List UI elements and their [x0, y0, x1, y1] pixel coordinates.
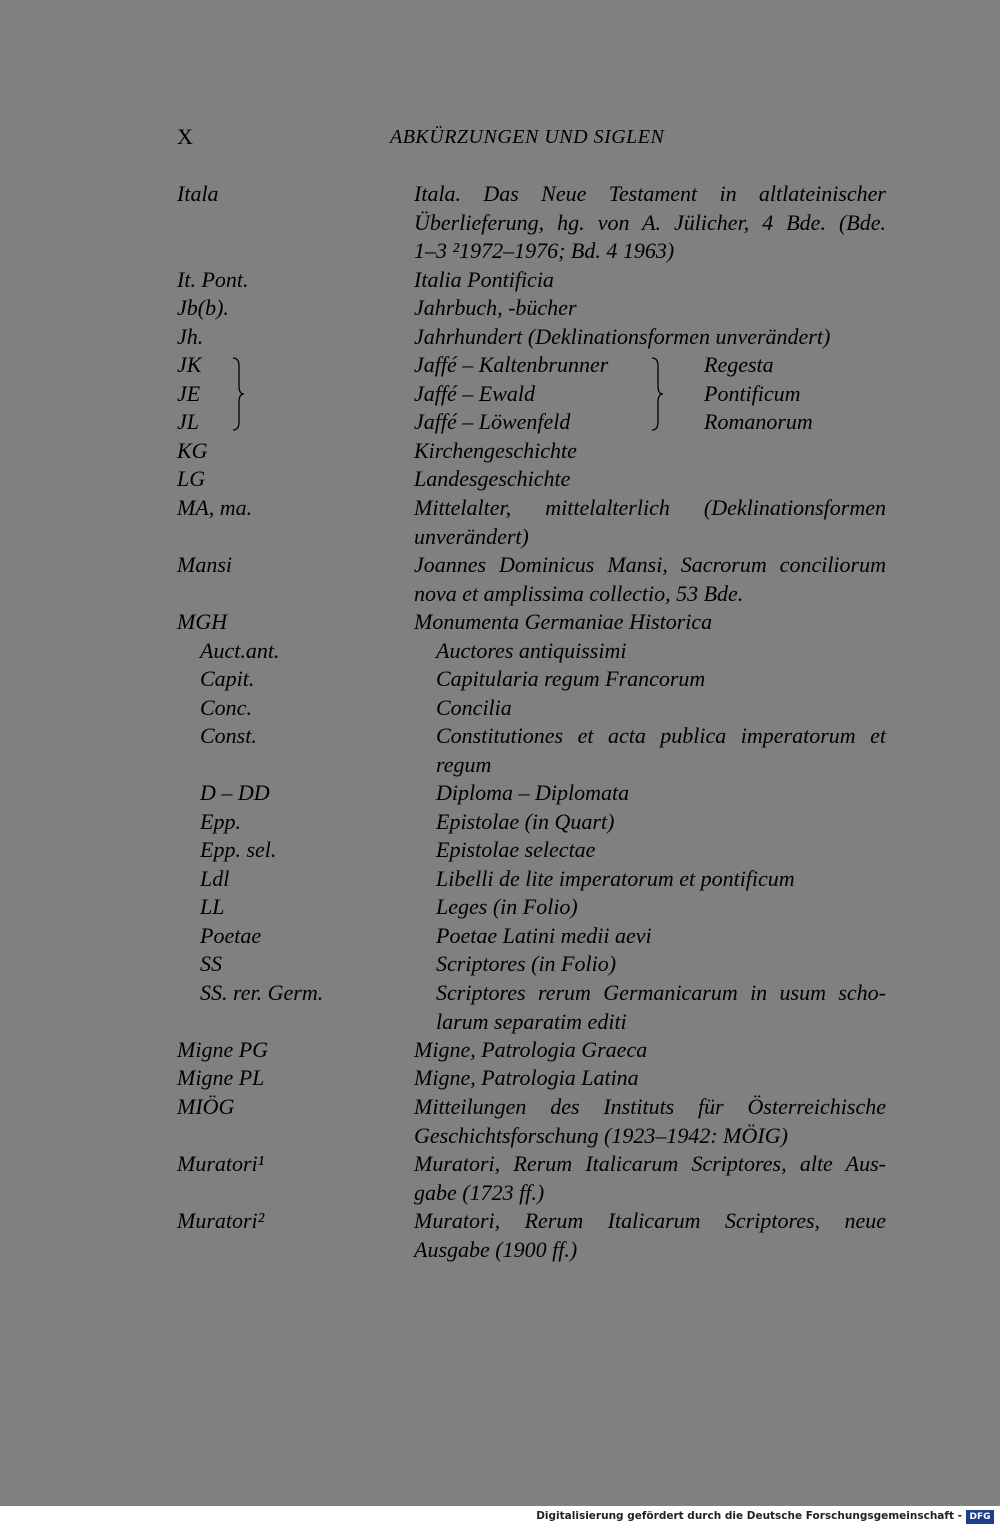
def-ss-rer-germ — [436, 979, 886, 1036]
abbr-it-pont: It. Pont. — [177, 267, 249, 292]
abbr-jbb: Jb(b). — [177, 295, 229, 320]
abbr-lg: LG — [177, 466, 206, 491]
def-line: Scriptores rerum Germanicarum in usum scho- — [436, 980, 886, 1005]
footer-credit: Digitalisierung gefördert durch die Deutsche Forschungsgemeinschaft - — [536, 1510, 962, 1522]
def-jbb — [414, 294, 886, 323]
abbr-migne-pl: Migne PL — [177, 1065, 265, 1090]
def-const — [436, 722, 886, 779]
def-kg — [414, 437, 886, 466]
abbr-muratori-1: Muratori¹ — [177, 1151, 265, 1176]
abbr-capit: Capit. — [200, 666, 255, 691]
def-conc — [436, 694, 886, 723]
def-line: Diploma – Diplomata — [436, 780, 630, 805]
def-line: Scriptores (in Folio) — [436, 951, 617, 976]
abbr-jl: JL — [177, 409, 199, 434]
abbr-epp: Epp. — [200, 809, 241, 834]
def-line: Jaffé – Ewald — [414, 381, 535, 406]
def-ldl — [436, 865, 886, 894]
def-line: Mitteilungen des Instituts für Österreichische — [414, 1094, 886, 1119]
abbr-poetae: Poetae — [200, 923, 262, 948]
abbr-kg: KG — [177, 438, 208, 463]
page-number: X — [177, 124, 193, 149]
def-line: larum separatim editi — [436, 1008, 627, 1034]
abbr-je: JE — [177, 381, 201, 406]
abbr-jh: Jh. — [177, 324, 204, 349]
def-jh — [414, 323, 886, 352]
def-line: Poetae Latini medii aevi — [436, 923, 652, 948]
def-line: Überlieferung, hg. von A. Jülicher, 4 Bde. (Bde. — [414, 209, 886, 235]
def-line: Capitularia regum Francorum — [436, 666, 706, 691]
romanorum-label: Romanorum — [704, 409, 813, 434]
def-line: nova et amplissima collectio, 53 Bde. — [414, 580, 744, 606]
def-line: Kirchengeschichte — [414, 438, 577, 463]
abbr-mansi: Mansi — [177, 552, 232, 577]
def-line: Migne, Patrologia Graeca — [414, 1037, 648, 1062]
def-line: Ausgabe (1900 ff.) — [414, 1236, 578, 1262]
def-poetae — [436, 922, 886, 951]
abbr-ss-rer-germ: SS. rer. Germ. — [200, 980, 324, 1005]
abbr-migne-pg: Migne PG — [177, 1037, 269, 1062]
left-brace — [231, 356, 245, 432]
def-ss — [436, 950, 886, 979]
def-d-dd — [436, 779, 886, 808]
def-lg — [414, 465, 886, 494]
def-mansi — [414, 551, 886, 608]
right-brace — [650, 356, 664, 432]
def-line: Migne, Patrologia Latina — [414, 1065, 639, 1090]
abbr-mioeg: MIÖG — [177, 1094, 235, 1119]
def-line: Muratori, Rerum Italicarum Scriptores, alte Aus- — [414, 1151, 886, 1176]
def-muratori-1 — [414, 1150, 886, 1207]
abbr-conc: Conc. — [200, 695, 252, 720]
def-line: Epistolae selectae — [436, 837, 596, 862]
abbr-ma: MA, ma. — [177, 495, 253, 520]
def-line: Auctores antiquissimi — [436, 638, 627, 663]
abbr-mgh: MGH — [177, 609, 228, 634]
abbr-ldl: Ldl — [200, 866, 230, 891]
abbr-auct-ant: Auct.ant. — [200, 638, 280, 663]
def-line: Leges (in Folio) — [436, 894, 578, 919]
def-line: Jahrhundert (Deklinationsformen unverändert) — [414, 324, 831, 349]
def-line: Libelli de lite imperatorum et pontificum — [436, 866, 795, 891]
def-epp-sel — [436, 836, 886, 865]
def-mioeg — [414, 1093, 886, 1150]
def-capit — [436, 665, 886, 694]
abbr-muratori-2: Muratori² — [177, 1208, 265, 1233]
def-epp — [436, 808, 886, 837]
def-migne-pl — [414, 1064, 886, 1093]
def-line: 1–3 ²1972–1976; Bd. 4 1963) — [414, 238, 675, 264]
abbr-jk: JK — [177, 352, 202, 377]
def-line: Jahrbuch, -bücher — [414, 295, 577, 320]
def-line: Concilia — [436, 695, 512, 720]
def-line: Epistolae (in Quart) — [436, 809, 615, 834]
def-line: Italia Pontificia — [414, 267, 554, 292]
def-line: Geschichtsforschung (1923–1942: MÖIG) — [414, 1122, 788, 1148]
footer-bar — [0, 1506, 1000, 1528]
def-itala — [414, 180, 886, 266]
def-muratori-2 — [414, 1207, 886, 1264]
abbr-ll: LL — [200, 894, 225, 919]
def-line: Monumenta Germaniae Historica — [414, 609, 713, 634]
def-line: Jaffé – Löwenfeld — [414, 409, 571, 434]
def-auct-ant — [436, 637, 886, 666]
abbr-d-dd: D – DD — [200, 780, 270, 805]
abbr-ss: SS — [200, 951, 222, 976]
def-line: Mittelalter, mittelalterlich (Deklinationsformen — [414, 495, 886, 520]
running-title: ABKÜRZUNGEN UND SIGLEN — [390, 126, 665, 148]
def-line: Itala. Das Neue Testament in altlateinischer — [414, 181, 886, 206]
def-line: unverändert) — [414, 523, 529, 549]
regesta-label: Regesta — [704, 352, 774, 377]
def-migne-pg — [414, 1036, 886, 1065]
def-it-pont — [414, 266, 886, 295]
def-line: Muratori, Rerum Italicarum Scriptores, neue — [414, 1208, 886, 1233]
abbr-itala: Itala — [177, 181, 219, 206]
def-line: Landesgeschichte — [414, 466, 571, 491]
def-line: Constitutiones et acta publica imperatorum et — [436, 723, 886, 748]
def-line: regum — [436, 751, 492, 777]
abbr-epp-sel: Epp. sel. — [200, 837, 277, 862]
abbr-const: Const. — [200, 723, 257, 748]
def-line: Jaffé – Kaltenbrunner — [414, 352, 609, 377]
def-line: gabe (1723 ff.) — [414, 1179, 545, 1205]
pontificum-label: Pontificum — [704, 381, 801, 406]
dfg-logo-icon: DFG — [966, 1510, 994, 1524]
def-ma — [414, 494, 886, 551]
def-mgh — [414, 608, 886, 637]
def-line: Joannes Dominicus Mansi, Sacrorum conciliorum — [414, 552, 886, 577]
def-ll — [436, 893, 886, 922]
